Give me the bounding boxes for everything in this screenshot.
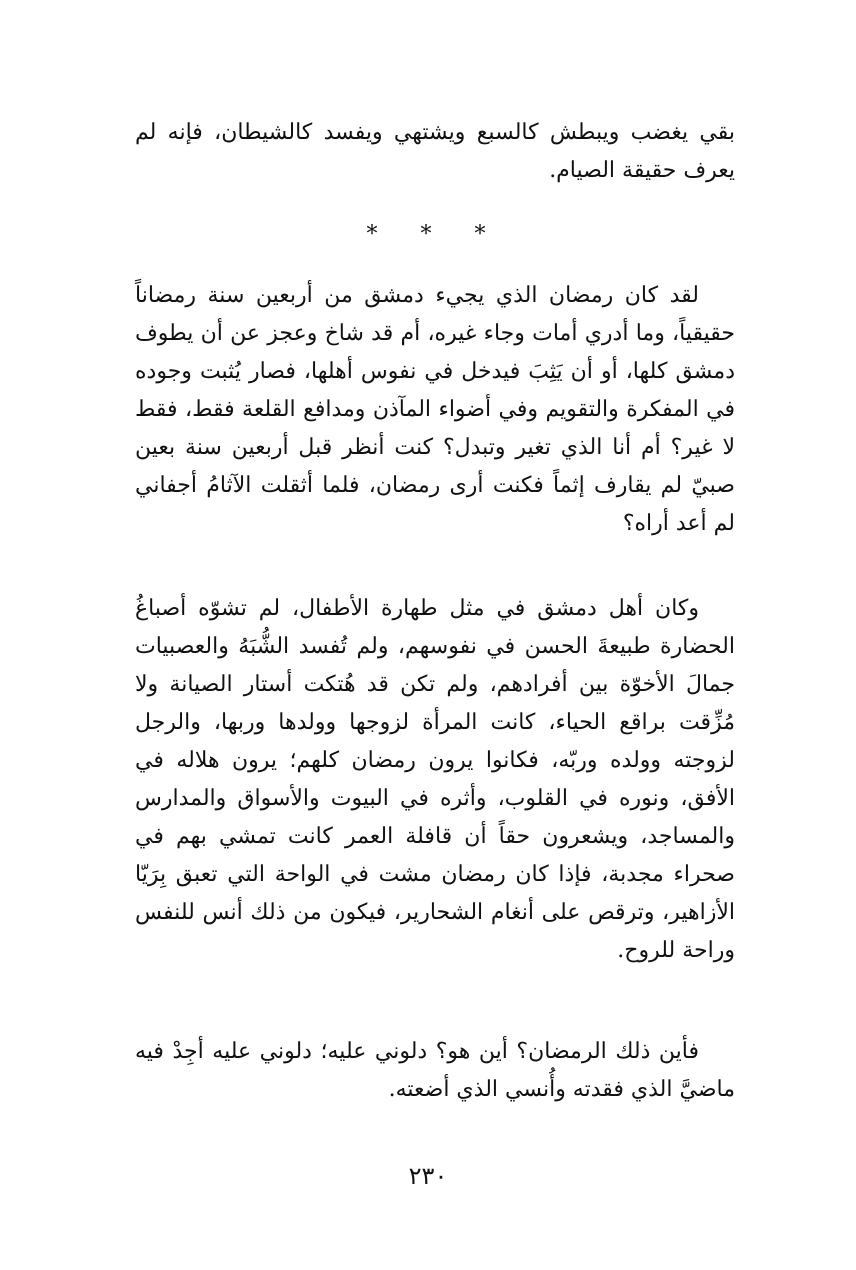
paragraph-2: لقد كان رمضان الذي يجيء دمشق من أربعين سنة رمضاناً حقيقياً، وما أدري أمات وجاء غيره، أم قد شاخ وعجز عن أن يطوف دمشق كلها، أو أن يَثِبَ فيدخل في نفوس أهلها، فصار يُثبت وجوده في المفكرة والتقويم وفي أضواء المآذن ومدافع القلعة فقط، فقط لا غير؟ أم أنا الذي تغير وتبدل؟ كنت أنظر قبل أربعين سنة بعين صبيّ لم يقارف إثماً فكنت أرى رمضان، فلما أثقلت الآثامُ أجفاني لم أعد أراه؟: [135, 283, 735, 536]
paragraph-4: فأين ذلك الرمضان؟ أين هو؟ دلوني عليه؛ دلوني عليه أجِدْ فيه ماضيَّ الذي فقدته وأُنسي الذي أضعته.: [135, 1039, 735, 1102]
paragraph-3: وكان أهل دمشق في مثل طهارة الأطفال، لم تشوّه أصباغُ الحضارة طبيعةَ الحسن في نفوسهم، ولم تُفسد الشُّبَهُ والعصبيات جمالَ الأخوّة بين أفرادهم، ولم تكن قد هُتكت أستار الصيانة ولا مُزِّقت براقع الحياء، كانت المرأة لزوجها وولدها وربها، والرجل لزوجته وولده وربّه، فكانوا يرون رمضان كلهم؛ يرون هلاله في الأفق، ونوره في القلوب، وأثره في البيوت والأسواق والمدارس والمساجد، ويشعرون حقاً أن قافلة العمر كانت تمشي بهم في صحراء مجدبة، فإذا كان رمضان مشت في الواحة التي تعبق بِرَيّا الأزاهير، وترقص على أنغام الشحارير، فيكون من ذلك أنس للنفس وراحة للروح.: [135, 596, 735, 963]
section-separator: * * *: [366, 222, 504, 247]
paragraph-1: بقي يغضب ويبطش كالسبع ويشتهي ويفسد كالشيطان، فإنه لم يعرف حقيقة الصيام.: [135, 120, 735, 183]
page-number: ٢٣٠: [408, 1162, 448, 1190]
